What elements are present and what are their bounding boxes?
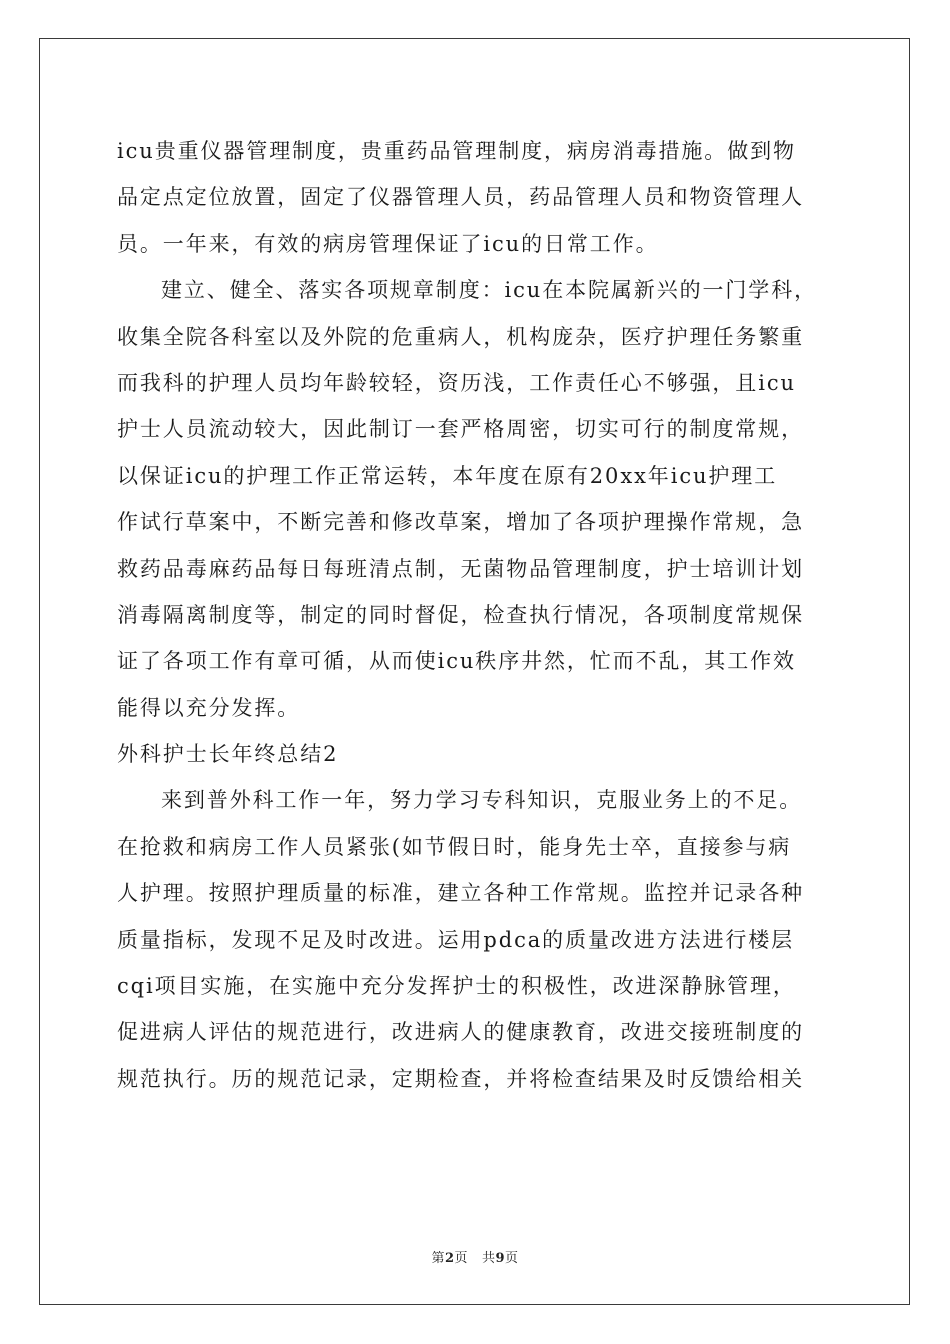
text-line: 在抢救和病房工作人员紧张(如节假日时，能身先士卒，直接参与病 (117, 834, 792, 859)
page-unit: 页 (454, 1251, 469, 1266)
text-line: 品定点定位放置，固定了仪器管理人员，药品管理人员和物资管理人 (117, 185, 804, 210)
text-line: 证了各项工作有章可循，从而使icu秩序井然，忙而不乱，其工作效 (117, 649, 796, 674)
text-line: 护士人员流动较大，因此制订一套严格周密，切实可行的制度常规， (117, 417, 804, 442)
total-page-number: 9 (495, 1251, 506, 1266)
text-line: 规范执行。历的规范记录，定期检查，并将检查结果及时反馈给相关 (117, 1066, 804, 1091)
total-unit: 页 (505, 1251, 519, 1266)
text-line: 质量指标，发现不足及时改进。运用pdca的质量改进方法进行楼层 (117, 927, 795, 952)
text-line: 收集全院各科室以及外院的危重病人，机构庞杂，医疗护理任务繁重 (117, 324, 804, 349)
text-line: 员。一年来，有效的病房管理保证了icu的日常工作。 (117, 231, 659, 256)
text-line: 建立、健全、落实各项规章制度：icu在本院属新兴的一门学科， (161, 278, 817, 303)
text-line: 救药品毒麻药品每日每班清点制，无菌物品管理制度，护士培训计划 (117, 556, 804, 581)
text-line: 来到普外科工作一年，努力学习专科知识，克服业务上的不足。 (161, 788, 803, 813)
text-line: 以保证icu的护理工作正常运转，本年度在原有20xx年icu护理工 (117, 463, 778, 488)
text-line: icu贵重仪器管理制度，贵重药品管理制度，病房消毒措施。做到物 (117, 139, 796, 163)
text-line: 促进病人评估的规范进行，改进病人的健康教育，改进交接班制度的 (117, 1020, 804, 1045)
page-prefix: 第 (431, 1251, 445, 1266)
text-line: 人护理。按照护理质量的标准，建立各种工作常规。监控并记录各种 (117, 881, 804, 906)
text-line: 外科护士长年终总结2 (117, 742, 339, 767)
document-body (117, 128, 837, 1102)
text-line: cqi项目实施，在实施中充分发挥护士的积极性，改进深静脉管理， (117, 974, 796, 999)
current-page-number: 2 (444, 1251, 455, 1266)
text-line: 作试行草案中，不断完善和修改草案，增加了各项护理操作常规，急 (117, 510, 804, 535)
text-line: 消毒隔离制度等，制定的同时督促，检查执行情况，各项制度常规保 (117, 602, 804, 627)
page-footer (0, 1247, 950, 1266)
text-line: 能得以充分发挥。 (117, 695, 301, 720)
text-line: 而我科的护理人员均年龄较轻，资历浅，工作责任心不够强，且icu (117, 370, 796, 395)
total-prefix: 共 (481, 1251, 496, 1266)
